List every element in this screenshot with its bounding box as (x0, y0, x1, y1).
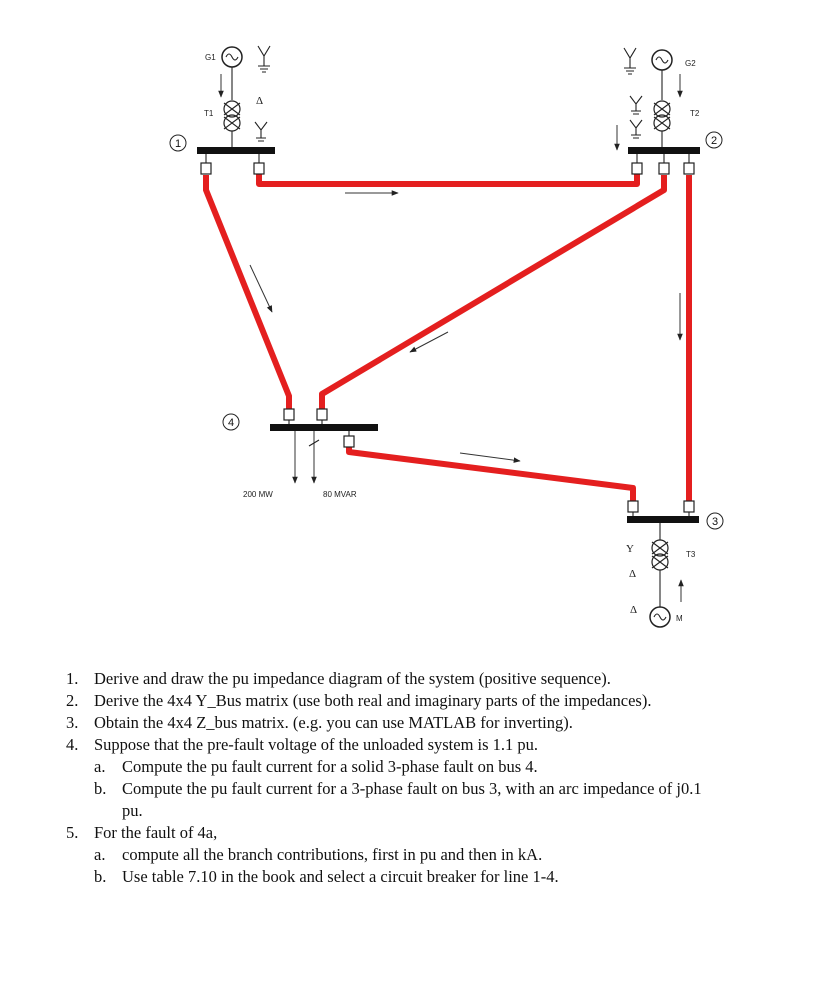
breaker-2-4 (659, 163, 669, 174)
t3-label: T3 (686, 550, 696, 559)
load-q-label: 80 MVAR (323, 490, 357, 499)
t2-grounded-wye-icon-lower (630, 120, 642, 138)
bus-4-bar (270, 424, 378, 431)
t2-grounded-wye-icon-upper (630, 96, 642, 114)
g1-grounded-wye-icon (258, 46, 270, 72)
generator-g2-group (617, 48, 700, 150)
t2-label: T2 (690, 109, 700, 118)
bus-1-number: 1 (174, 138, 182, 150)
bus-4-number: 4 (227, 417, 235, 429)
question-4b-continued: pu. (122, 801, 143, 820)
g2-grounded-wye-icon (624, 48, 636, 74)
breaker-3-2 (684, 501, 694, 512)
t2-transformer-icon (654, 101, 670, 131)
bus-3-bar (627, 516, 699, 523)
t3-transformer-icon (652, 540, 668, 570)
bus-2 (628, 132, 722, 174)
line-1-4 (206, 175, 289, 411)
motor-delta-symbol: Δ (630, 604, 638, 616)
question-1: 1. Derive and draw the pu impedance diagram of the system (positive sequence). (66, 669, 611, 688)
bus-2-bar (628, 147, 700, 154)
breaker-4-3 (344, 436, 354, 447)
question-4b: b. Compute the pu fault current for a 3-phase fault on bus 3, with an arc impedance of j0.1 (94, 779, 702, 798)
g2-label: G2 (685, 59, 696, 68)
question-2: 2. Derive the 4x4 Y_Bus matrix (use both real and imaginary parts of the impedances). (66, 691, 652, 710)
flow-arrows (250, 193, 680, 461)
line-1-2 (259, 170, 637, 184)
question-5b: b. Use table 7.10 in the book and select a circuit breaker for line 1-4. (94, 867, 559, 886)
g1-label: G1 (205, 53, 216, 62)
question-5a: a. compute all the branch contributions, first in pu and then in kA. (94, 845, 543, 864)
question-3: 3. Obtain the 4x4 Z_bus matrix. (e.g. you can use MATLAB for inverting). (66, 713, 573, 732)
generator-g1-group (204, 46, 270, 147)
line-4-3 (349, 446, 633, 505)
t1-grounded-wye-icon (255, 122, 267, 141)
breaker-1-4 (201, 163, 211, 174)
breaker-2-1 (632, 163, 642, 174)
t1-delta-symbol: Δ (256, 95, 264, 107)
t3-wye-symbol: Y (626, 543, 634, 555)
line-2-4 (322, 175, 664, 411)
motor-group (626, 523, 696, 627)
motor-label: M (676, 614, 683, 623)
breaker-3-4 (628, 501, 638, 512)
t3-delta-symbol: Δ (629, 568, 637, 580)
bus-1-bar (197, 147, 275, 154)
question-list (58, 668, 828, 888)
bus-3-number: 3 (711, 516, 719, 528)
flow-arrow-4-3 (460, 453, 520, 461)
question-4: 4. Suppose that the pre-fault voltage of the unloaded system is 1.1 pu. (66, 735, 539, 754)
load-p-label: 200 MW (243, 490, 273, 499)
breaker-1-2 (254, 163, 264, 174)
question-4a: a. Compute the pu fault current for a solid 3-phase fault on bus 4. (94, 757, 538, 776)
breaker-2-3 (684, 163, 694, 174)
question-5: 5. For the fault of 4a, (66, 823, 218, 842)
breaker-4-1 (284, 409, 294, 420)
bus-3 (627, 501, 723, 529)
t1-label: T1 (204, 109, 214, 118)
transmission-lines (206, 170, 689, 505)
bus-2-number: 2 (710, 135, 718, 147)
t1-transformer-icon (224, 101, 240, 131)
breaker-4-2 (317, 409, 327, 420)
